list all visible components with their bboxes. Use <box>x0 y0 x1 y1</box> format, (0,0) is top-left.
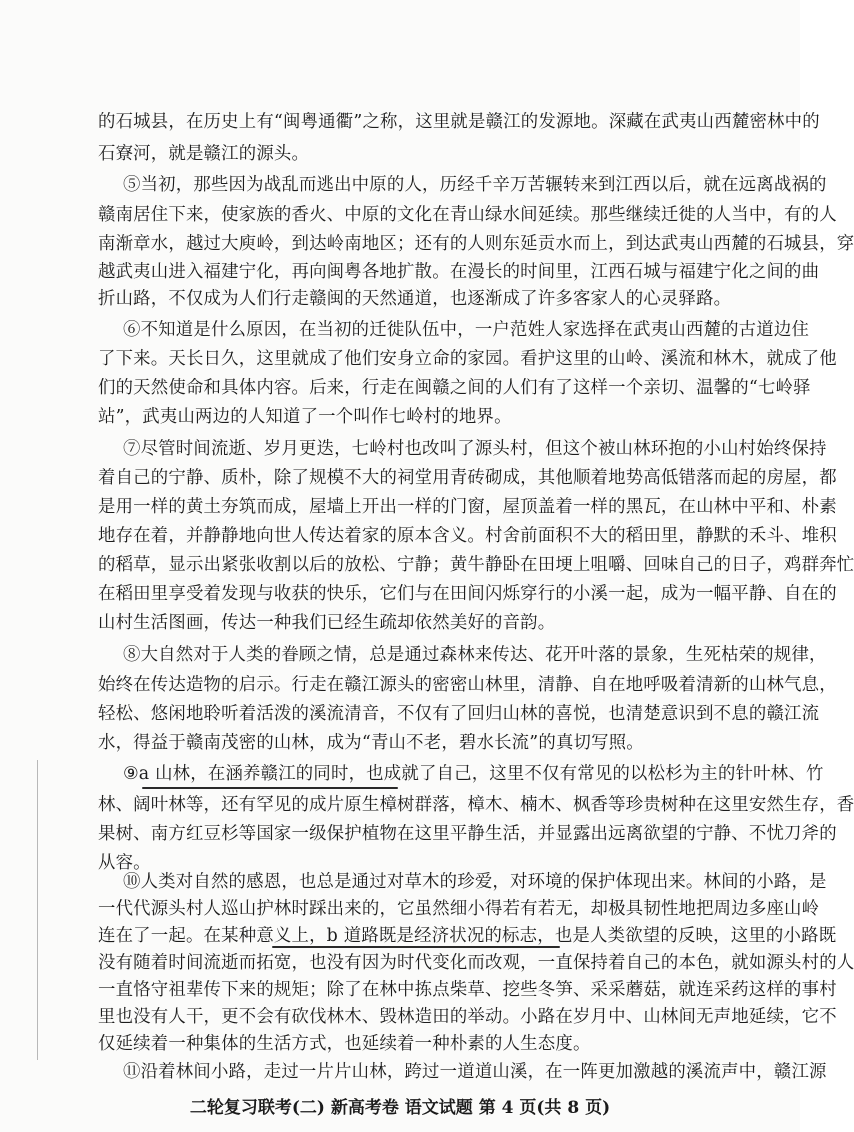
text-line: 南渐章水，越过大庾岭，到达岭南地区；还有的人则东延贡水而上，到达武夷山西麓的石城县，穿 <box>98 234 854 254</box>
page-footer: 二轮复习联考(二) 新高考卷 语文试题 第 4 页(共 8 页) <box>189 1098 611 1118</box>
text-line: ⑩人类对自然的感恩，也总是通过对草木的珍爱，对环境的保护体现出来。林间的小路，是 <box>123 872 827 892</box>
text-line: 石寮河，就是赣江的源头。 <box>98 144 310 164</box>
text-line: 们的天然使命和具体内容。后来，行走在闽赣之间的人们有了这样一个亲切、温馨的“七岭驿 <box>98 378 811 398</box>
text-line: 地存在着，并静静地向世人传达着家的原本含义。村舍前面积不大的稻田里，静默的禾斗、堆积 <box>98 526 837 546</box>
text-line: ⑦尽管时间流逝、岁月更迭，七岭村也改叫了源头村，但这个被山林环抱的小山村始终保持 <box>123 439 827 459</box>
text-line: 里也没有人干，更不会有砍伐林木、毁林造田的举动。小路在岁月中、山林间无声地延续，它不 <box>98 1007 837 1027</box>
underline-b <box>272 946 560 948</box>
text-line: 没有随着时间流逝而拓宽，也没有因为时代变化而改观，一直保持着自己的本色，就如源头村的人 <box>98 953 854 973</box>
text-line: ⑥不知道是什么原因，在当初的迁徙队伍中，一户范姓人家选择在武夷山西麓的古道边住 <box>123 320 810 340</box>
text-line: 仅延续着一种集体的生活方式，也延续着一种朴素的人生态度。 <box>98 1034 591 1054</box>
text-line: ⑪沿着林间小路，走过一片片山林，跨过一道道山溪，在一阵更加激越的溪流声中，赣江源 <box>123 1062 827 1082</box>
text-line: 果树、南方红豆杉等国家一级保护植物在这里平静生活，并显露出远离欲望的宁静、不忧刀斧的 <box>98 824 837 844</box>
text-line: 是用一样的黄土夯筑而成，屋墙上开出一样的门窗，屋顶盖着一样的黑瓦，在山林中平和、朴素 <box>98 497 837 517</box>
text-line: ⑧大自然对于人类的眷顾之情，总是通过森林来传达、花开叶落的景象，生死枯荣的规律， <box>123 645 827 665</box>
text-line: 的稻草，显示出紧张收割以后的放松、宁静；黄牛静卧在田埂上咀嚼、回味自己的日子，鸡群奔忙 <box>98 555 854 575</box>
text-line: 轻松、悠闲地聆听着活泼的溪流清音，不仅有了回归山林的喜悦，也清楚意识到不息的赣江流 <box>98 704 820 724</box>
text-line: 林、阔叶林等，还有罕见的成片原生樟树群落，樟木、楠木、枫香等珍贵树种在这里安然生存，香 <box>98 795 854 815</box>
text-line: 赣南居住下来，使家族的香火、中原的文化在青山绿水间延续。那些继续迁徙的人当中，有的人 <box>98 205 837 225</box>
text-line: 水，得益于赣南茂密的山林，成为“青山不老，碧水长流”的真切写照。 <box>98 733 644 753</box>
text-line: 始终在传达造物的启示。行走在赣江源头的密密山林里，清静、自在地呼吸着清新的山林气息， <box>98 675 837 695</box>
text-line: 了下来。天长日久，这里就成了他们安身立命的家园。看护这里的山岭、溪流和林木，就成了他 <box>98 349 837 369</box>
text-line: 越武夷山进入福建宁化，再向闽粤各地扩散。在漫长的时间里，江西石城与福建宁化之间的曲 <box>98 262 820 282</box>
text-line: 连在了一起。在某种意义上，b 道路既是经济状况的标志，也是人类欲望的反映，这里的小路既 <box>98 926 837 946</box>
text-line: 一代代源头村人巡山护林时踩出来的，它虽然细小得若有若无，却极具韧性地把周边多座山岭 <box>98 899 820 919</box>
text-line: ⑨a 山林，在涵养赣江的同时，也成就了自己，这里不仅有常见的以松杉为主的针叶林、竹 <box>123 764 824 784</box>
text-line: 在稻田里享受着发现与收获的快乐，它们与在田间闪烁穿行的小溪一起，成为一幅平静、自在的 <box>98 584 837 604</box>
text-line: 折山路，不仅成为人们行走赣闽的天然通道，也逐渐成了许多客家人的心灵驿路。 <box>98 289 732 309</box>
text-line: ⑤当初，那些因为战乱而逃出中原的人，历经千辛万苦辗转来到江西以后，就在远离战祸的 <box>123 175 827 195</box>
text-line: 站”，武夷山两边的人知道了一个叫作七岭村的地界。 <box>98 407 512 427</box>
scan-edge-line <box>37 760 38 1060</box>
text-line: 一直恪守祖辈传下来的规矩；除了在林中拣点柴草、挖些冬笋、采采蘑菇，就连采药这样的事村 <box>98 980 837 1000</box>
text-line: 的石城县，在历史上有“闽粤通衢”之称，这里就是赣江的发源地。深藏在武夷山西麓密林中的 <box>98 112 820 132</box>
text-line: 山村生活图画，传达一种我们已经生疏却依然美好的音韵。 <box>98 613 556 633</box>
text-line: 从容。 <box>98 853 151 873</box>
text-line: 着自己的宁静、质朴，除了规模不大的祠堂用青砖砌成，其他顺着地势高低错落而起的房屋，都 <box>98 468 837 488</box>
underline-a <box>142 787 398 789</box>
